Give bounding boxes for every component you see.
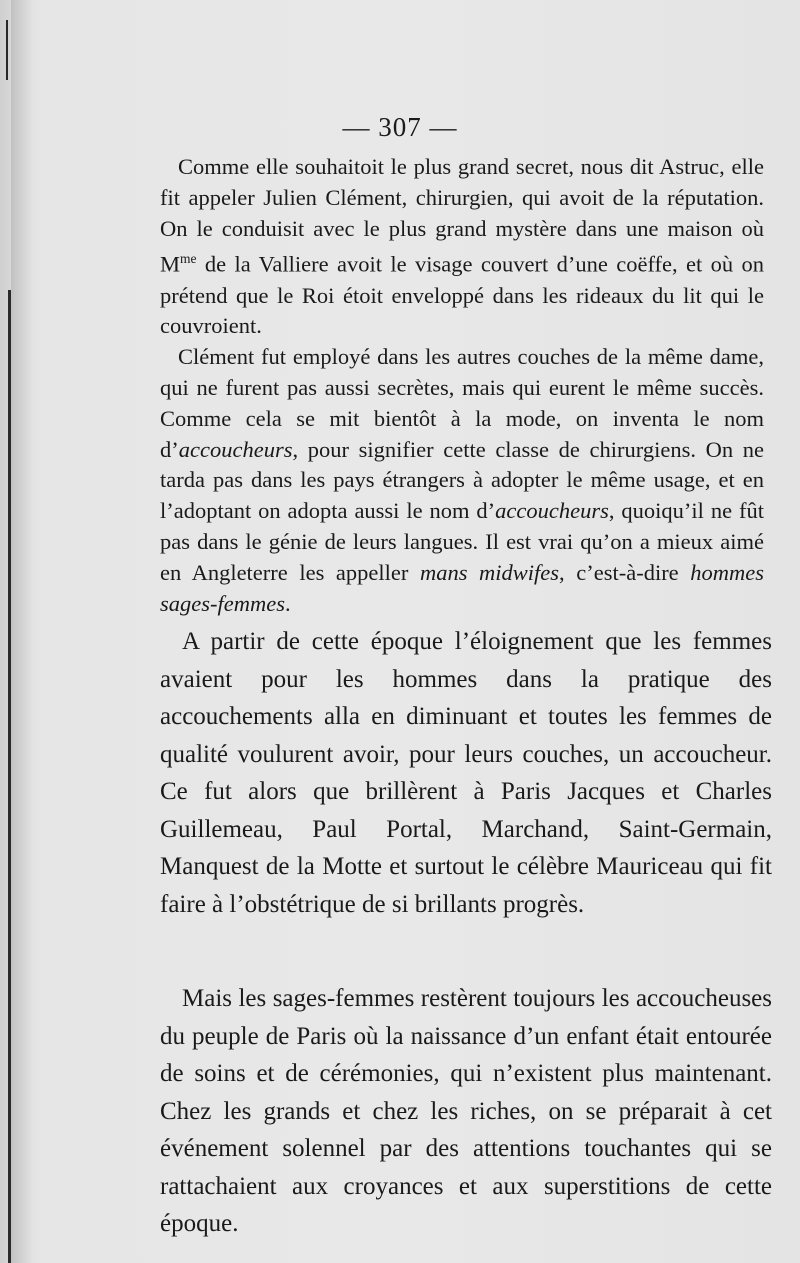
italic-text: hommes sages-femmes	[160, 559, 764, 616]
binding-edge	[8, 290, 11, 1263]
italic-text: accoucheurs	[495, 498, 609, 524]
text-run: , pour signifier cette classe de chirurgiens. On ne tarda pas dans les pays étrangers à adopter le même usage, et en l’adoptant on adopta aussi le nom d’	[160, 436, 764, 524]
binding-edge-top	[6, 20, 8, 80]
text-run: , c’est-à-dire	[559, 559, 691, 585]
body-paragraph-1: A partir de cette époque l’éloignement que les femmes avaient pour les hommes dans la pratique des accouchements alla en diminuant et toutes les femmes de qualité voulurent avoir, pour leurs couches, un accoucheur. Ce fut alors que brillèrent à Paris Jacques et Charles Guillemeau, Paul Portal, Marchand, Saint-Germain, Manquest de la Motte et surtout le célèbre Mauriceau qui fit faire à l’obstétrique de si brillants progrès.	[160, 628, 772, 918]
text-run: .	[284, 590, 291, 616]
italic-text: mans midwifes	[419, 559, 560, 585]
quotation-block	[160, 152, 764, 619]
body-paragraph-1-block	[160, 623, 772, 923]
superscript-text: me	[180, 251, 197, 267]
text-run: Clément fut employé dans les autres couches de la même dame, qui ne furent pas aussi secrètes, mais qui eurent le même succès. Comme cela se mit bientôt à la mode, on inventa le nom d’	[160, 344, 764, 462]
body-paragraph-2-block	[160, 980, 772, 1243]
italic-text: accoucheurs	[178, 436, 293, 462]
page-number: — 307 —	[342, 112, 458, 142]
quote-paragraph-2	[160, 342, 764, 619]
text-run: , quoiqu’il ne fût pas dans le génie de leurs langues. Il est vrai qu’on a mieux aimé en Angleterre les appeller	[160, 498, 764, 585]
body-paragraph-2: Mais les sages-femmes restèrent toujours les accoucheuses du peuple de Paris où la naissance d’un enfant était entourée de soins et de cérémonies, qui n’existent plus maintenant. Chez les grands et chez les riches, on se préparait à cet événement solennel par des attentions touchantes qui se rattachaient aux croyances et aux superstitions de cette époque.	[160, 985, 772, 1237]
binding-shadow	[11, 0, 33, 1263]
quote-paragraph-1	[160, 152, 764, 342]
text-run: de la Valliere avoit le visage couvert d’une coëffe, et où on prétend que le Roi étoit enveloppé dans les rideaux du lit qui le couvroient.	[160, 251, 764, 339]
text-run: Comme elle souhaitoit le plus grand secret, nous dit Astruc, elle fit appeler Julien Clément, chirurgien, qui avoit de la réputation. On le conduisit avec le plus grand mystère dans une maison où M	[160, 154, 764, 277]
